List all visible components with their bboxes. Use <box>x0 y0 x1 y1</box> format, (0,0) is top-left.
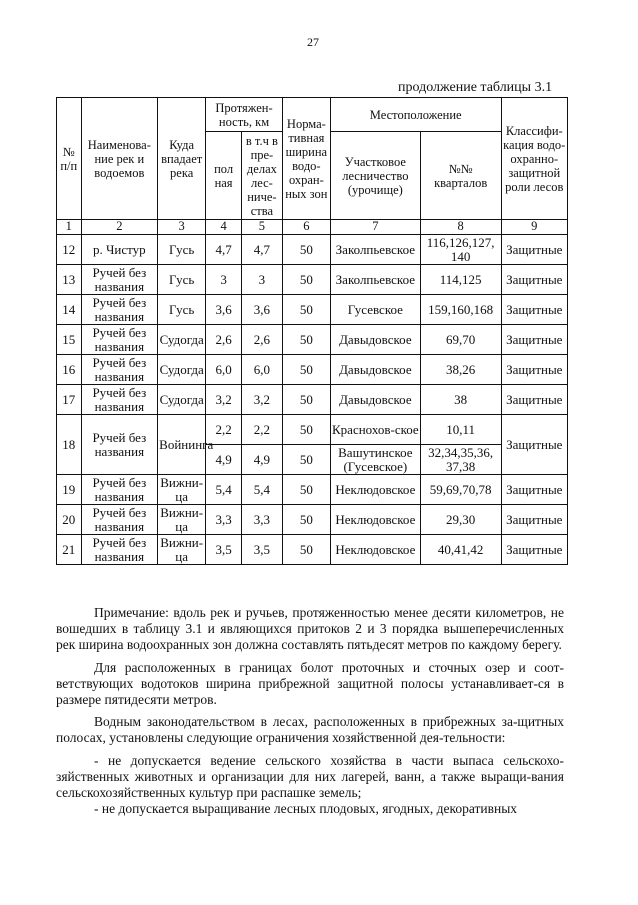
cell-district: Неклюдовское <box>330 475 420 505</box>
table-row <box>57 505 568 535</box>
header-location: Местоположение <box>330 98 501 132</box>
notes-section <box>56 605 564 817</box>
cell-total: 3,6 <box>206 295 242 325</box>
cell-district: Неклюдовское <box>330 535 420 565</box>
cell-total: 4,9 <box>206 445 242 475</box>
cell-forest: 3,6 <box>241 295 282 325</box>
cell-river: Гусь <box>158 265 206 295</box>
cell-width: 50 <box>282 355 330 385</box>
cell-num: 18 <box>57 415 82 475</box>
note-paragraph: Примечание: вдоль рек и ручьев, протяженностью менее десяти километров, не вошедших в таблицу 3.1 и являющихся притоков 2 и 3 порядка вышеперечисленных рек ширина водоохранных зон должна составлять пятьдесят метров по каждому берегу. <box>56 605 564 653</box>
page-number: 27 <box>307 35 319 49</box>
cell-class: Защитные <box>501 295 567 325</box>
col-number: 6 <box>282 220 330 235</box>
cell-width: 50 <box>282 475 330 505</box>
header-flows-into: Куда впадает река <box>158 98 206 220</box>
cell-name: Ручей без названия <box>81 295 158 325</box>
table-row <box>57 475 568 505</box>
table-row <box>57 385 568 415</box>
header-num: № п/п <box>57 98 82 220</box>
cell-quarters: 59,69,70,78 <box>420 475 501 505</box>
cell-forest: 3 <box>241 265 282 295</box>
column-numbers-row <box>57 220 568 235</box>
cell-width: 50 <box>282 265 330 295</box>
cell-forest: 2,2 <box>241 415 282 445</box>
cell-class: Защитные <box>501 505 567 535</box>
cell-quarters: 114,125 <box>420 265 501 295</box>
table-row <box>57 295 568 325</box>
cell-district: Заколпьевское <box>330 265 420 295</box>
col-number: 7 <box>330 220 420 235</box>
cell-class: Защитные <box>501 355 567 385</box>
cell-name: Ручей без названия <box>81 505 158 535</box>
cell-district: Гусевское <box>330 295 420 325</box>
cell-width: 50 <box>282 295 330 325</box>
cell-forest: 3,2 <box>241 385 282 415</box>
cell-district: Неклюдовское <box>330 505 420 535</box>
cell-river: Судогда <box>158 385 206 415</box>
rivers-table <box>56 97 568 565</box>
cell-name: Ручей без названия <box>81 385 158 415</box>
cell-num: 19 <box>57 475 82 505</box>
table-row <box>57 325 568 355</box>
cell-num: 21 <box>57 535 82 565</box>
cell-num: 15 <box>57 325 82 355</box>
table-row <box>57 415 568 445</box>
header-name: Наименова-ние рек и водоемов <box>81 98 158 220</box>
table-row <box>57 535 568 565</box>
cell-class: Защитные <box>501 235 567 265</box>
cell-district: Давыдовское <box>330 325 420 355</box>
cell-river: Войнинга <box>158 415 206 475</box>
cell-district: Вашутинское (Гусевское) <box>330 445 420 475</box>
header-width: Норма-тивная ширина водо-охран-ных зон <box>282 98 330 220</box>
cell-name: Ручей без названия <box>81 415 158 475</box>
cell-river: Гусь <box>158 295 206 325</box>
header-length: Протяжен-ность, км <box>206 98 283 132</box>
col-number: 8 <box>420 220 501 235</box>
cell-river: Вижни-ца <box>158 505 206 535</box>
col-number: 3 <box>158 220 206 235</box>
col-number: 2 <box>81 220 158 235</box>
cell-width: 50 <box>282 325 330 355</box>
cell-name: р. Чистур <box>81 235 158 265</box>
cell-total: 2,6 <box>206 325 242 355</box>
cell-total: 3,3 <box>206 505 242 535</box>
cell-forest: 6,0 <box>241 355 282 385</box>
cell-district: Заколпьевское <box>330 235 420 265</box>
cell-width: 50 <box>282 535 330 565</box>
header-length-total: пол ная <box>206 132 242 220</box>
cell-class: Защитные <box>501 535 567 565</box>
cell-name: Ручей без названия <box>81 535 158 565</box>
col-number: 5 <box>241 220 282 235</box>
cell-num: 14 <box>57 295 82 325</box>
cell-name: Ручей без названия <box>81 355 158 385</box>
cell-quarters: 40,41,42 <box>420 535 501 565</box>
cell-quarters: 38,26 <box>420 355 501 385</box>
table-row <box>57 355 568 385</box>
table-continuation-label: продолжение таблицы 3.1 <box>398 80 553 95</box>
cell-width: 50 <box>282 505 330 535</box>
cell-forest: 2,6 <box>241 325 282 355</box>
cell-total: 6,0 <box>206 355 242 385</box>
cell-total: 3,2 <box>206 385 242 415</box>
note-paragraph: - не допускается выращивание лесных плодовых, ягодных, декоративных <box>94 801 518 817</box>
cell-name: Ручей без названия <box>81 325 158 355</box>
cell-forest: 4,7 <box>241 235 282 265</box>
table-row <box>57 235 568 265</box>
cell-total: 3 <box>206 265 242 295</box>
cell-width: 50 <box>282 235 330 265</box>
cell-river: Гусь <box>158 235 206 265</box>
note-paragraph: Водным законодательством в лесах, расположенных в прибрежных за-щитных полосах, установлены следующие ограничения хозяйственной дея-тельности: <box>56 714 564 746</box>
cell-quarters: 38 <box>420 385 501 415</box>
note-paragraph: - не допускается ведение сельского хозяйства в части выпаса сельскохо-зяйственных животных и организации для них лагерей, ванн, а также выращи-вания сельскохозяйственных культур при распашке земель; <box>56 752 564 800</box>
col-number: 4 <box>206 220 242 235</box>
cell-class: Защитные <box>501 325 567 355</box>
col-number: 9 <box>501 220 567 235</box>
header-quarters: №№ кварталов <box>420 132 501 220</box>
cell-quarters: 69,70 <box>420 325 501 355</box>
cell-num: 13 <box>57 265 82 295</box>
cell-total: 4,7 <box>206 235 242 265</box>
cell-river: Судогда <box>158 325 206 355</box>
header-length-in-forest: в т.ч в пре-делах лес-ниче-ства <box>241 132 282 220</box>
cell-name: Ручей без названия <box>81 265 158 295</box>
cell-width: 50 <box>282 415 330 445</box>
cell-district: Краснохов-ское <box>330 415 420 445</box>
cell-class: Защитные <box>501 385 567 415</box>
cell-width: 50 <box>282 445 330 475</box>
cell-district: Давыдовское <box>330 355 420 385</box>
cell-river: Вижни-ца <box>158 535 206 565</box>
cell-forest: 4,9 <box>241 445 282 475</box>
note-paragraph: Для расположенных в границах болот проточных и сточных озер и соот-ветствующих водотоков ширина прибрежной защитной полосы устанавливает-ся в размере пятидесяти метров. <box>56 659 564 707</box>
cell-num: 20 <box>57 505 82 535</box>
table-row <box>57 265 568 295</box>
cell-river: Вижни-ца <box>158 475 206 505</box>
cell-total: 5,4 <box>206 475 242 505</box>
cell-district: Давыдовское <box>330 385 420 415</box>
cell-forest: 5,4 <box>241 475 282 505</box>
cell-num: 12 <box>57 235 82 265</box>
cell-quarters: 32,34,35,36, 37,38 <box>420 445 501 475</box>
cell-quarters: 116,126,127, 140 <box>420 235 501 265</box>
cell-total: 2,2 <box>206 415 242 445</box>
col-number: 1 <box>57 220 82 235</box>
cell-river: Судогда <box>158 355 206 385</box>
cell-class: Защитные <box>501 475 567 505</box>
header-district: Участковое лесничество (урочище) <box>330 132 420 220</box>
cell-quarters: 29,30 <box>420 505 501 535</box>
cell-width: 50 <box>282 385 330 415</box>
cell-forest: 3,5 <box>241 535 282 565</box>
cell-total: 3,5 <box>206 535 242 565</box>
header-classification: Классифи-кация водо-охранно-защитной роли лесов <box>501 98 567 220</box>
cell-quarters: 159,160,168 <box>420 295 501 325</box>
cell-num: 16 <box>57 355 82 385</box>
cell-num: 17 <box>57 385 82 415</box>
cell-forest: 3,3 <box>241 505 282 535</box>
cell-class: Защитные <box>501 415 567 475</box>
cell-class: Защитные <box>501 265 567 295</box>
cell-name: Ручей без названия <box>81 475 158 505</box>
cell-quarters: 10,11 <box>420 415 501 445</box>
